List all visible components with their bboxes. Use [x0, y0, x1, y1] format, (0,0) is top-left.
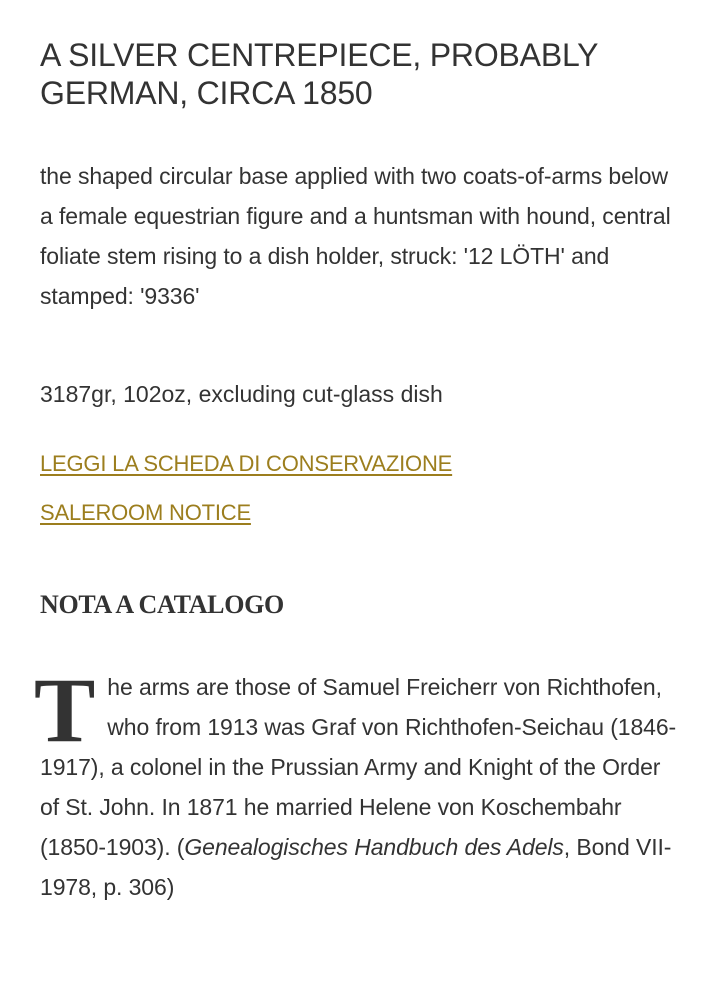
note-book-title: Genealogisches Handbuch des Adels	[184, 834, 564, 860]
dropcap-letter: T	[34, 659, 96, 761]
lot-title: A SILVER CENTREPIECE, PROBABLY GERMAN, CIRCA 1850	[40, 37, 598, 111]
lot-weight: 3187gr, 102oz, excluding cut-glass dish	[40, 381, 443, 407]
saleroom-notice-link[interactable]: SALEROOM NOTICE	[40, 500, 251, 525]
catalogue-note-heading: NOTA A CATALOGO	[40, 590, 284, 619]
lot-details	[34, 36, 685, 907]
note-text-end: , Bond VII-1978, p. 306)	[40, 834, 672, 900]
catalogue-note-text	[34, 659, 685, 907]
lot-description: the shaped circular base applied with two coats-of-arms below a female equestrian figure and a huntsman with hound, central foliate stem rising to a dish holder, struck: '12 LÖTH' and stamped: '9336'	[40, 163, 671, 309]
condition-report-link[interactable]: LEGGI LA SCHEDA DI CONSERVAZIONE	[40, 451, 453, 476]
note-text-start: he arms are those of Samuel Freicherr von Richthofen, who from 1913 was Graf von Richthofen-Seichau (1846-1917), a colonel in the Prussian Army and Knight of the Order of St. John. In 1871 he married Helene von Koschembahr (1850-1903). (	[40, 674, 677, 860]
lot-links	[40, 450, 685, 527]
